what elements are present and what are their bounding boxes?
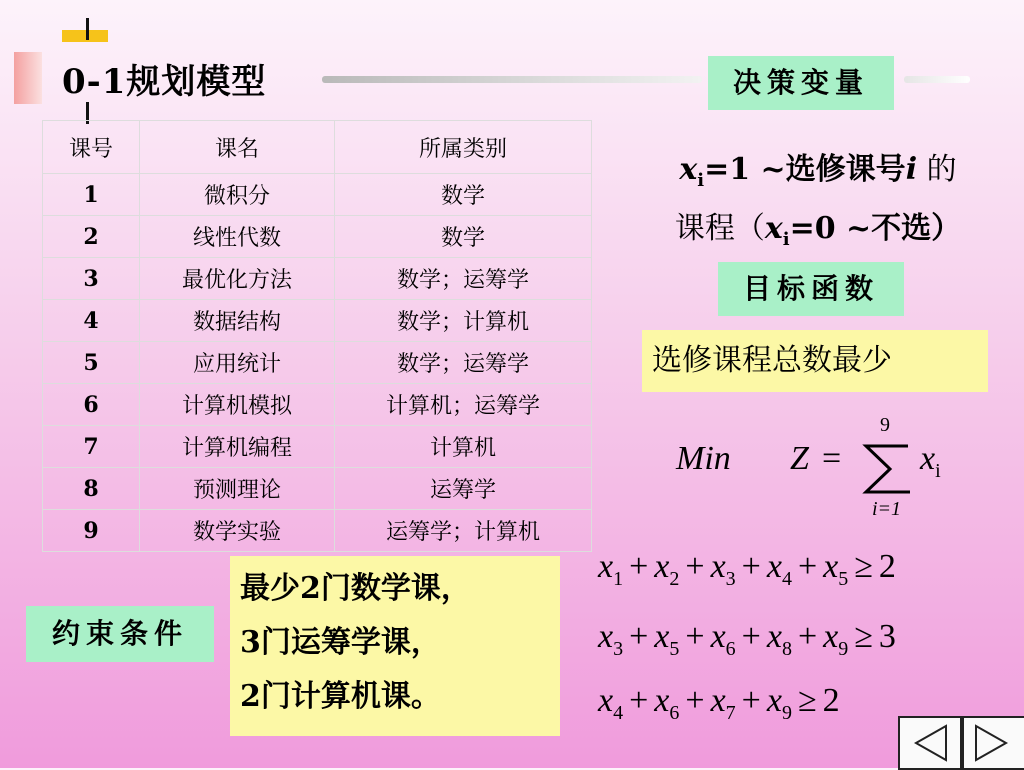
column-header: 课号 <box>43 121 140 174</box>
var-sub: i <box>782 229 790 250</box>
equation-variable: x <box>710 618 726 655</box>
equation-variable: x <box>654 548 670 585</box>
constraint-line: 2门计算机课。 <box>240 679 441 714</box>
constraint-equation <box>598 682 840 725</box>
table-row <box>43 300 592 342</box>
decision-line1: =1 ~选修课号 <box>704 152 906 187</box>
course-number-cell: 9 <box>43 510 140 552</box>
course-category-cell: 数学；计算机 <box>335 300 592 342</box>
decorative-tick <box>86 18 89 40</box>
course-table <box>42 120 592 552</box>
constraint-equation <box>598 618 896 661</box>
course-name-cell: 线性代数 <box>140 216 335 258</box>
table-row <box>43 258 592 300</box>
formula-min: Min <box>676 440 731 477</box>
column-header: 所属类别 <box>335 121 592 174</box>
table-row <box>43 426 592 468</box>
course-number-cell: 2 <box>43 216 140 258</box>
term-sub: i <box>935 459 941 482</box>
variable-index: 7 <box>725 701 736 724</box>
constraints-description-box <box>230 556 560 736</box>
course-number-cell: 5 <box>43 342 140 384</box>
sigma-symbol <box>862 440 914 498</box>
variable-index: 5 <box>669 637 680 660</box>
equation-variable: x <box>598 682 614 719</box>
title-underline <box>322 76 702 83</box>
var-x: x <box>764 211 783 246</box>
objective-description: 选修课程总数最少 <box>652 343 892 378</box>
equation-variable: x <box>654 618 670 655</box>
variable-index: 9 <box>838 637 849 660</box>
decision-line2-start: 课程（ <box>674 211 765 246</box>
objective-description-box <box>642 330 988 392</box>
variable-index: 1 <box>613 567 624 590</box>
variable-index: 9 <box>781 701 792 724</box>
plus-sign: + <box>685 682 705 719</box>
formula-term <box>920 440 941 483</box>
table-row <box>43 174 592 216</box>
equation-variable: x <box>823 548 839 585</box>
term-x: x <box>920 440 936 477</box>
course-category-cell: 数学；运筹学 <box>335 258 592 300</box>
course-name-cell: 最优化方法 <box>140 258 335 300</box>
table-row <box>43 342 592 384</box>
decorative-yellow-bar <box>62 30 108 42</box>
variable-index: 2 <box>669 567 680 590</box>
variable-index: 5 <box>838 567 849 590</box>
constraint-line: 3门运筹学课， <box>240 625 441 660</box>
course-category-cell: 计算机；运筹学 <box>335 384 592 426</box>
course-category-cell: 数学 <box>335 174 592 216</box>
geq-sign: ≥ <box>854 618 873 655</box>
course-number-cell: 3 <box>43 258 140 300</box>
course-name-cell: 数学实验 <box>140 510 335 552</box>
equation-rhs: 2 <box>878 548 896 585</box>
var-sub: i <box>697 170 705 191</box>
plus-sign: + <box>629 548 649 585</box>
course-name-cell: 计算机编程 <box>140 426 335 468</box>
equation-variable: x <box>766 548 782 585</box>
triangle-left-icon <box>900 718 960 768</box>
equation-rhs: 3 <box>878 618 896 655</box>
geq-sign: ≥ <box>854 548 873 585</box>
decorative-bar <box>14 52 42 104</box>
objective-function-tag: 目标函数 <box>718 262 904 316</box>
course-name-cell: 微积分 <box>140 174 335 216</box>
course-name-cell: 应用统计 <box>140 342 335 384</box>
triangle-right-icon <box>964 718 1024 768</box>
page-title: 0-1规划模型 <box>62 62 267 102</box>
course-name-cell: 计算机模拟 <box>140 384 335 426</box>
decision-variable-tag: 决策变量 <box>708 56 894 110</box>
equation-variable: x <box>823 618 839 655</box>
variable-index: 6 <box>669 701 680 724</box>
var-x: x <box>679 152 698 187</box>
table-header-row <box>43 121 592 174</box>
course-number-cell: 8 <box>43 468 140 510</box>
variable-index: 3 <box>725 567 736 590</box>
equation-variable: x <box>710 548 726 585</box>
plus-sign: + <box>685 548 705 585</box>
formula-equals: = <box>822 440 842 477</box>
sum-lower-limit: i=1 <box>872 498 902 520</box>
constraint-equation <box>598 548 896 591</box>
formula-z: Z <box>790 440 809 477</box>
course-number-cell: 7 <box>43 426 140 468</box>
decision-variable-definition <box>648 146 988 264</box>
column-header: 课名 <box>140 121 335 174</box>
plus-sign: + <box>629 682 649 719</box>
equation-variable: x <box>766 618 782 655</box>
plus-sign: + <box>797 618 818 655</box>
plus-sign: + <box>741 548 761 585</box>
equation-variable: x <box>654 682 670 719</box>
decision-line2: =0 ~不选） <box>789 211 962 246</box>
equation-variable: x <box>766 682 782 719</box>
geq-sign: ≥ <box>797 682 817 719</box>
constraints-tag: 约束条件 <box>26 606 214 662</box>
variable-index: 4 <box>613 701 624 724</box>
table-row <box>43 510 592 552</box>
plus-sign: + <box>685 618 705 655</box>
variable-index: 4 <box>781 567 792 590</box>
course-number-cell: 6 <box>43 384 140 426</box>
next-slide-button[interactable] <box>962 716 1024 770</box>
course-category-cell: 运筹学；计算机 <box>335 510 592 552</box>
constraints-description <box>230 556 560 724</box>
course-category-cell: 数学；运筹学 <box>335 342 592 384</box>
sum-upper-limit: 9 <box>880 414 890 436</box>
table-row <box>43 468 592 510</box>
course-name-cell: 数据结构 <box>140 300 335 342</box>
var-i: i <box>905 152 918 187</box>
variable-index: 8 <box>781 637 792 660</box>
course-number-cell: 4 <box>43 300 140 342</box>
plus-sign: + <box>741 618 761 655</box>
decision-line1-end: 的 <box>917 152 957 187</box>
plus-sign: + <box>797 548 818 585</box>
plus-sign: + <box>629 618 649 655</box>
constraint-line: 最少2门数学课， <box>240 571 471 606</box>
table-row <box>43 216 592 258</box>
variable-index: 6 <box>725 637 736 660</box>
variable-index: 3 <box>613 637 624 660</box>
table-row <box>43 384 592 426</box>
equation-variable: x <box>598 618 614 655</box>
prev-slide-button[interactable] <box>898 716 962 770</box>
equation-variable: x <box>598 548 614 585</box>
plus-sign: + <box>741 682 761 719</box>
course-number-cell: 1 <box>43 174 140 216</box>
course-category-cell: 计算机 <box>335 426 592 468</box>
equation-variable: x <box>710 682 726 719</box>
course-category-cell: 数学 <box>335 216 592 258</box>
title-underline-right <box>904 76 970 83</box>
course-name-cell: 预测理论 <box>140 468 335 510</box>
equation-rhs: 2 <box>822 682 840 719</box>
course-category-cell: 运筹学 <box>335 468 592 510</box>
